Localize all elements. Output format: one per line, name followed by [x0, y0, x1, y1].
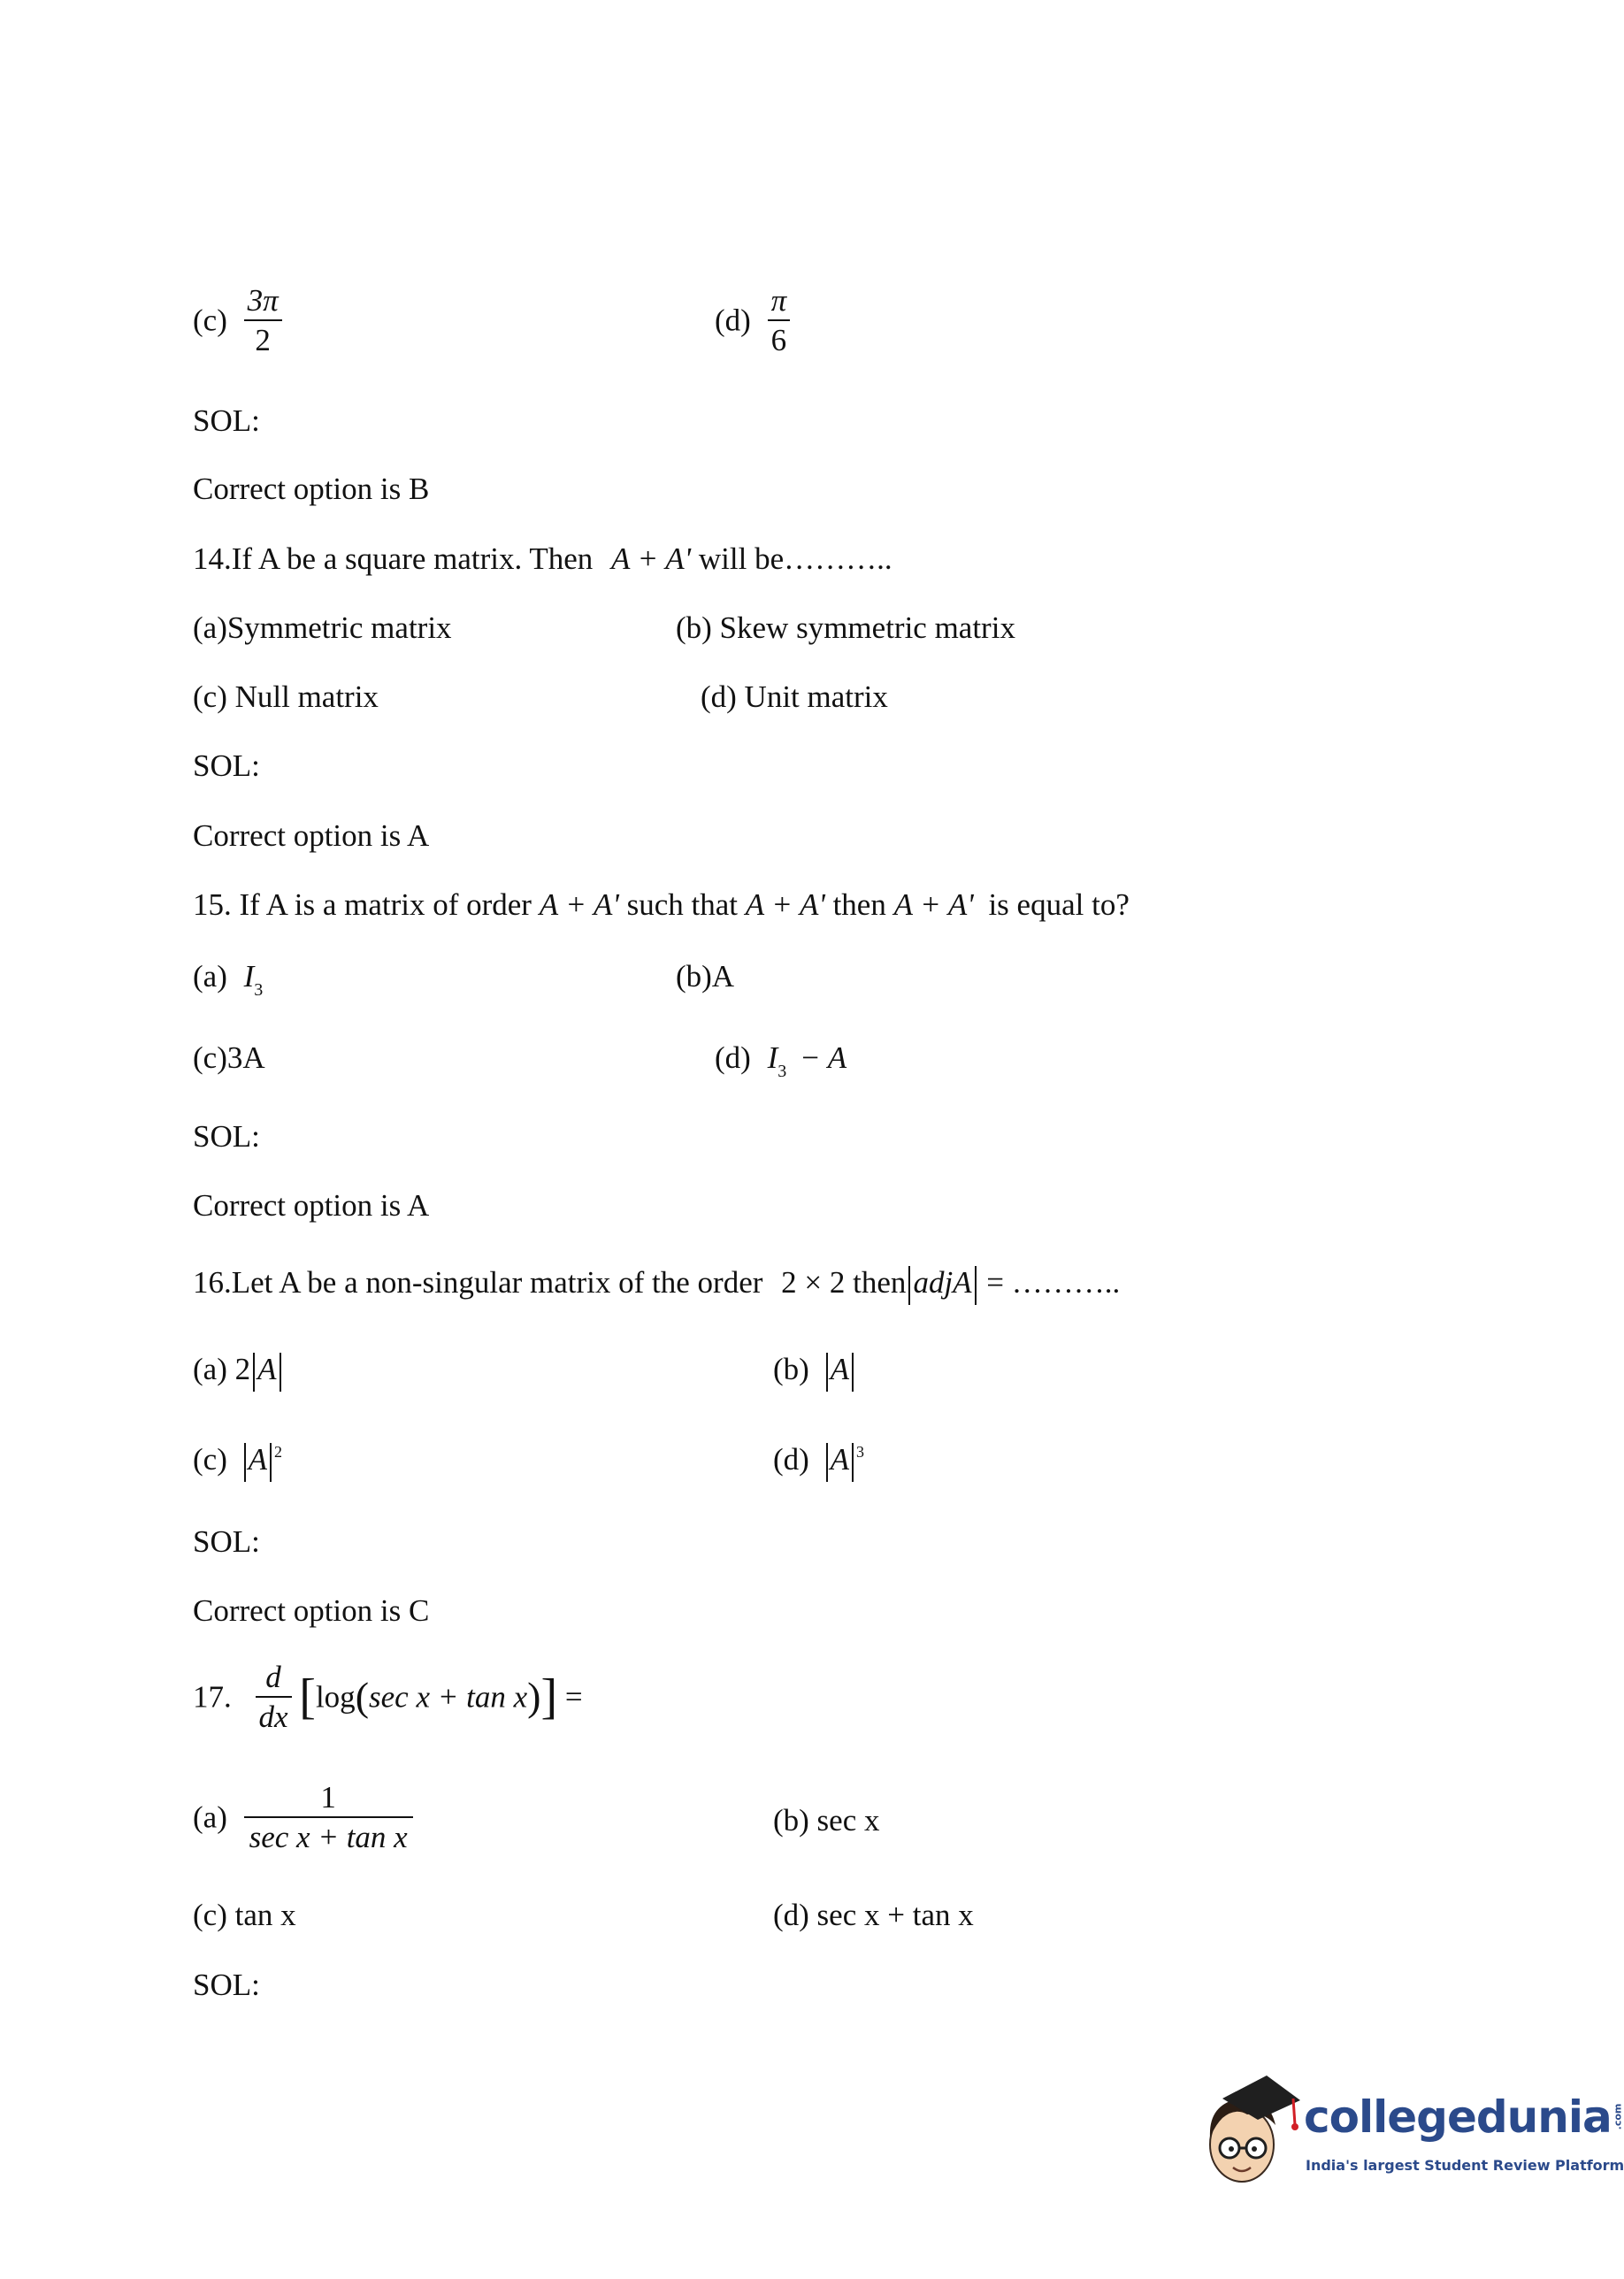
- fraction: [768, 285, 791, 356]
- matrix-symbol: A: [830, 1352, 849, 1386]
- q15-answer: Correct option is A: [193, 1188, 430, 1223]
- q17-option-d: (d) sec x + tan x: [773, 1898, 974, 1932]
- option-label: (c): [193, 303, 227, 338]
- exponent: 3: [855, 1443, 864, 1461]
- q14-option-d: (d) Unit matrix: [701, 679, 888, 714]
- fraction: [244, 1782, 413, 1853]
- right-bracket: ]: [540, 1669, 558, 1724]
- fraction-denominator: sec x + tan x: [244, 1816, 413, 1853]
- identity-matrix: I: [767, 1040, 778, 1075]
- question-text: then: [832, 887, 886, 922]
- abs-bar: [253, 1353, 255, 1392]
- collegedunia-logo[interactable]: [1196, 2068, 1624, 2192]
- abs-bar: [826, 1353, 828, 1392]
- q15-question: [193, 889, 1130, 920]
- math-expression: A + A': [539, 887, 619, 922]
- q14-question: [193, 543, 892, 574]
- fraction-denominator: 2: [244, 319, 282, 356]
- math-expression: sec x + tan x: [369, 1679, 528, 1715]
- question-text: 15. If A is a matrix of order: [193, 887, 532, 922]
- equals-sign: =: [564, 1679, 583, 1715]
- log-function: log: [315, 1679, 356, 1715]
- q13-option-d: [715, 285, 790, 356]
- q14-option-c: (c) Null matrix: [193, 679, 379, 714]
- q16-option-a: [193, 1350, 284, 1392]
- logo-tagline: India's largest Student Review Platform: [1306, 2157, 1624, 2174]
- q17-question: [193, 1661, 583, 1732]
- abs-bar: [908, 1266, 910, 1305]
- option-label: (b): [773, 1352, 809, 1386]
- matrix-symbol: A: [257, 1352, 277, 1386]
- q13-option-c: [193, 285, 282, 356]
- q17-option-c: (c) tan x: [193, 1898, 296, 1932]
- identity-matrix: I: [243, 959, 255, 994]
- abs-bar: [244, 1443, 246, 1482]
- brand-tld: .com: [1612, 2103, 1624, 2130]
- option-label: (c): [193, 1442, 227, 1477]
- matrix-symbol: A: [248, 1442, 267, 1477]
- q15-option-b: (b)A: [676, 959, 735, 994]
- question-text: such that: [626, 887, 738, 922]
- math-expression: − A: [799, 1040, 847, 1075]
- abs-bar: [852, 1353, 854, 1392]
- math-expression: 2 × 2: [781, 1265, 846, 1300]
- q13-answer: Correct option is B: [193, 472, 430, 506]
- fraction-numerator: π: [770, 283, 787, 318]
- fraction-numerator: d: [265, 1660, 281, 1694]
- matrix-symbol: A: [830, 1442, 849, 1477]
- abs-bar: [280, 1353, 281, 1392]
- math-expression: A + A': [611, 541, 692, 576]
- question-text: will be………..: [698, 541, 892, 576]
- option-label: (d): [773, 1442, 809, 1477]
- option-label: (a): [193, 1352, 227, 1386]
- derivative-operator: [256, 1661, 292, 1732]
- subscript: 3: [254, 980, 264, 1000]
- q17-option-b: (b) sec x: [773, 1803, 880, 1838]
- question-text: then: [853, 1265, 907, 1300]
- option-label: (d): [715, 1040, 751, 1075]
- fraction-numerator: 1: [320, 1780, 336, 1815]
- brand-name: collegedunia: [1304, 2091, 1612, 2143]
- fraction: [244, 285, 282, 356]
- q15-sol-heading: SOL:: [193, 1119, 260, 1154]
- q17-sol-heading: SOL:: [193, 1968, 260, 2002]
- q16-answer: Correct option is C: [193, 1593, 430, 1628]
- math-expression: A + A': [893, 887, 974, 922]
- q15-option-a: [193, 959, 264, 1000]
- question-text: 14.If A be a square matrix. Then: [193, 541, 594, 576]
- math-expression: A + A': [745, 887, 825, 922]
- right-paren: ): [527, 1674, 541, 1719]
- q15-option-c: (c)3A: [193, 1040, 265, 1075]
- option-label: (a): [193, 1799, 227, 1835]
- question-number: 17.: [193, 1679, 232, 1715]
- q14-option-b: (b) Skew symmetric matrix: [676, 610, 1015, 645]
- mascot-icon: [1196, 2068, 1302, 2192]
- q16-option-b: [773, 1350, 856, 1392]
- math-expression: = ………..: [986, 1265, 1121, 1300]
- q16-option-d: [773, 1440, 864, 1484]
- fraction-numerator: 3π: [247, 283, 279, 318]
- abs-bar: [826, 1443, 828, 1482]
- left-paren: (: [355, 1674, 370, 1719]
- abs-bar: [852, 1443, 854, 1482]
- abs-bar: [270, 1443, 272, 1482]
- option-label: (d): [715, 303, 751, 338]
- q15-option-d: [715, 1040, 847, 1081]
- q14-answer: Correct option is A: [193, 818, 430, 853]
- exponent: 2: [274, 1443, 282, 1461]
- abs-bar: [975, 1266, 977, 1305]
- left-bracket: [: [299, 1669, 316, 1724]
- q14-sol-heading: SOL:: [193, 748, 260, 783]
- q13-sol-heading: SOL:: [193, 403, 260, 438]
- q16-option-c: [193, 1440, 282, 1484]
- fraction-denominator: dx: [256, 1696, 292, 1732]
- q17-option-a: [193, 1782, 413, 1853]
- subscript: 3: [778, 1062, 787, 1081]
- math-expression: adjA: [913, 1265, 972, 1300]
- logo-wordmark: [1304, 2091, 1624, 2143]
- question-text: 16.Let A be a non-singular matrix of the order: [193, 1265, 763, 1300]
- fraction-denominator: 6: [768, 319, 791, 356]
- q16-question: [193, 1263, 1120, 1305]
- option-label: (a): [193, 959, 227, 994]
- q16-sol-heading: SOL:: [193, 1524, 260, 1559]
- q14-option-a: (a)Symmetric matrix: [193, 610, 452, 645]
- question-text: is equal to?: [988, 887, 1130, 922]
- coefficient: 2: [234, 1352, 251, 1386]
